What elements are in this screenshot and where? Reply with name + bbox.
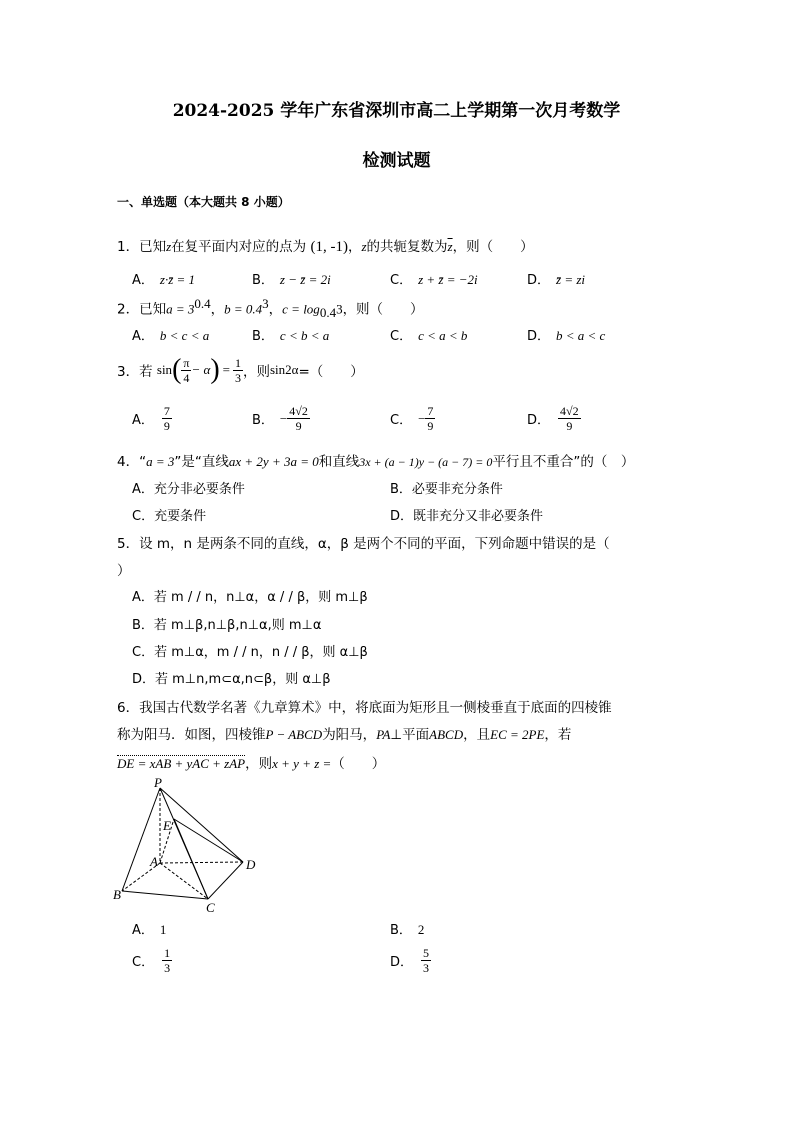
q3-option-d[interactable]: D． $\frac{4√2}{9}$ <box>527 404 579 433</box>
q2-option-c[interactable]: C． c < a < b <box>390 328 468 344</box>
label-E: E <box>163 818 171 833</box>
q1-option-d[interactable]: D． z̄ = zi <box>527 272 586 288</box>
page-title: 2024-2025 学年广东省深圳市高二上学期第一次月考数学 <box>172 101 621 121</box>
label-C: C <box>206 900 215 913</box>
edge-PB <box>122 788 160 891</box>
q6-option-a[interactable]: A． 1 <box>132 922 167 938</box>
label-D: D <box>246 857 256 872</box>
section-heading: 一、单选题（本大题共 8 小题） <box>117 195 290 209</box>
edge-AD <box>160 862 243 863</box>
segment-ED <box>174 819 243 862</box>
question-6-stem-line3: DE = xAB + yAC + zAP，则x + y + z =（ ） <box>117 756 386 772</box>
edge-CD <box>208 862 243 899</box>
q3-option-a[interactable]: A． $\frac{7}{9}$ <box>132 404 170 433</box>
q1-option-a[interactable]: A． z·z̄ = 1 <box>132 272 196 288</box>
segment-EC <box>174 819 208 899</box>
question-6-stem-line2: 称为阳马．如图，四棱锥P − ABCD为阳马，PA⊥平面ABCD，且EC = 2PE，若 <box>117 727 572 743</box>
question-5-stem: 5．设 m，n 是两条不同的直线，α，β 是两个不同的平面，下列命题中错误的是（ <box>117 536 610 552</box>
q6-option-b[interactable]: B． 2 <box>390 922 425 938</box>
q2-option-d[interactable]: D． b < a < c <box>527 328 606 344</box>
q4-option-a[interactable]: A．充分非必要条件 <box>132 482 245 497</box>
q1-option-c[interactable]: C． z + z̄ = −2i <box>390 272 478 288</box>
question-2-stem: 2．已知$a = 3^{0.4}$，$b = 0.4^3$，$c = \log_{0.4}3$，则（ ） <box>117 296 424 321</box>
q1-option-b[interactable]: B． z − z̄ = 2i <box>252 272 331 288</box>
q3-option-b[interactable]: B． − $\frac{4√2}{9}$ <box>252 404 308 433</box>
q5-option-d[interactable]: D．若 m⊥n,m⊂α,n⊂β，则 α⊥β <box>132 672 331 687</box>
q6-option-c[interactable]: C． $\frac{1}{3}$ <box>132 946 171 975</box>
q4-option-c[interactable]: C．充要条件 <box>132 509 207 524</box>
q4-option-b[interactable]: B．必要非充分条件 <box>390 482 503 497</box>
question-6-stem: 6．我国古代数学名著《九章算术》中，将底面为矩形且一侧棱垂直于底面的四棱锥 <box>117 700 612 716</box>
q2-option-b[interactable]: B． c < b < a <box>252 328 330 344</box>
q6-option-d[interactable]: D． $\frac{5}{3}$ <box>390 946 430 975</box>
q4-option-d[interactable]: D．既非充分又非必要条件 <box>390 509 544 524</box>
z-variable: z <box>166 239 172 254</box>
pyramid-figure <box>110 778 270 913</box>
vector-equation: DE = xAB + yAC + zAP <box>117 756 246 771</box>
question-4-stem: 4．“a = 3”是“直线ax + 2y + 3a = 0和直线3x + (a − 1)y − (a − 7) = 0平行且不重合”的（ ） <box>117 454 635 470</box>
label-P: P <box>154 778 162 790</box>
q2-option-a[interactable]: A． b < c < a <box>132 328 210 344</box>
q5-option-c[interactable]: C．若 m⊥α，m / / n，n / / β，则 α⊥β <box>132 645 368 660</box>
q5-option-b[interactable]: B．若 m⊥β,n⊥β,n⊥α,则 m⊥α <box>132 618 322 633</box>
q5-option-a[interactable]: A．若 m / / n，n⊥α，α / / β，则 m⊥β <box>132 590 368 605</box>
edge-BC <box>122 891 208 899</box>
z-conjugate: $\overline{z}$ <box>447 239 453 254</box>
point-coordinates: (1, -1) <box>310 239 348 255</box>
q3-option-c[interactable]: C． − $\frac{7}{9}$ <box>390 404 434 433</box>
edge-PD <box>160 788 243 862</box>
question-3-stem: 3．若 sin( $\frac{\pi}{4}$ − α) = $\frac{1}{3}$ ，则sin2α=（ ） <box>117 354 364 385</box>
label-B: B <box>113 887 121 902</box>
question-1-stem: 1．已知z在复平面内对应的点为 (1, -1)，z的共轭复数为$\overline{z}$，则（ ） <box>117 239 534 255</box>
page-title-line2: 检测试题 <box>362 151 431 171</box>
question-5-stem-cont: ） <box>117 563 131 579</box>
label-A: A <box>150 854 158 869</box>
